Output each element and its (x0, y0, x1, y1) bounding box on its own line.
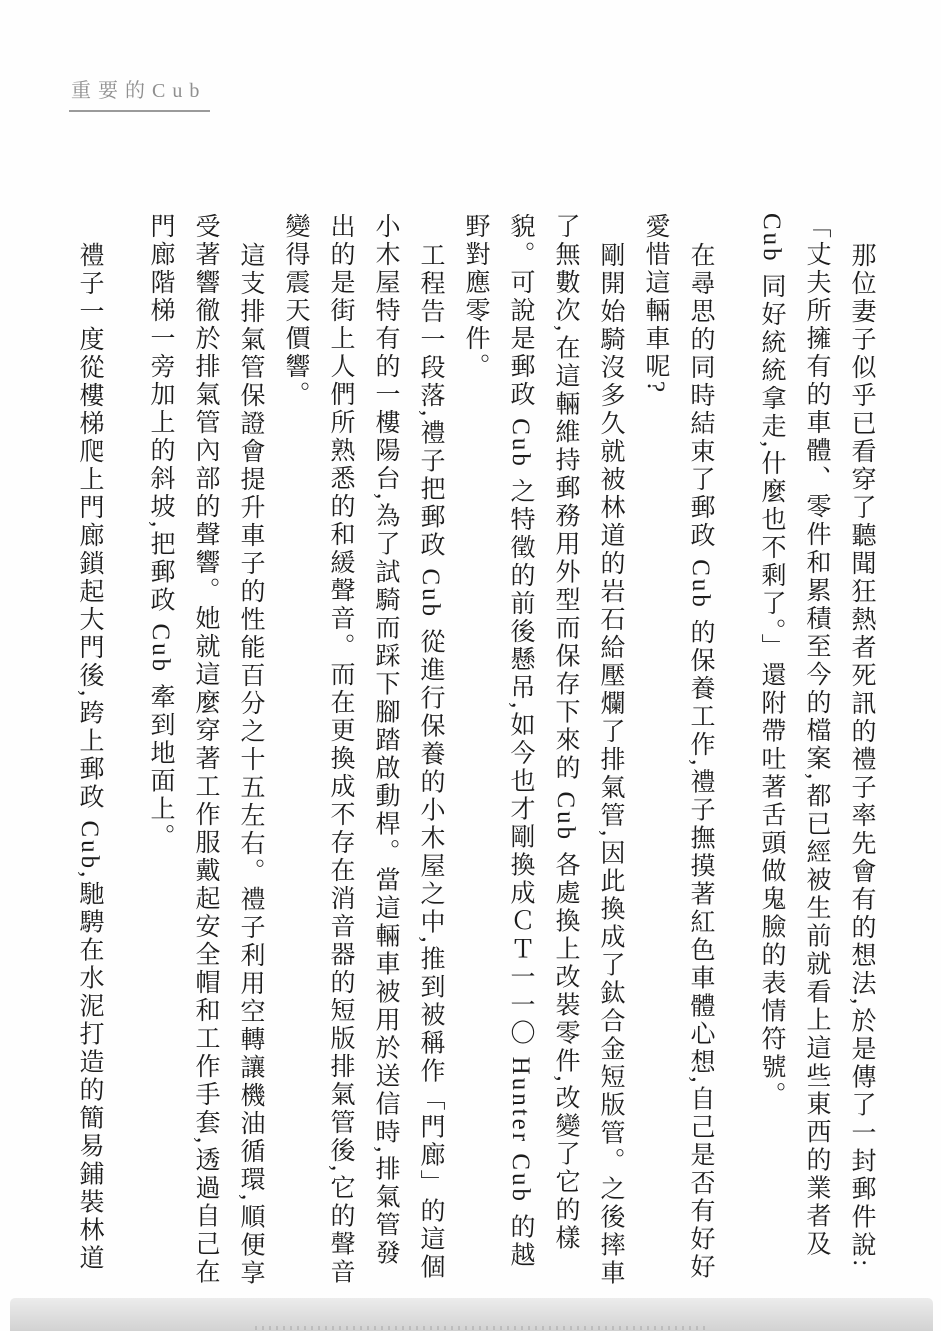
paragraph: 那位妻子似乎已看穿了聽聞狂熱者死訊的禮子率先會有的想法,於是傳了一封郵件說:「丈夫所擁有的車體、零件和累積至今的檔案,都已經被生前就看上這些東西的業者及 Cub 同好統統拿走,什麼也不剩了。」還附帶吐著舌頭做鬼臉的表情符號。 (758, 213, 875, 1269)
paragraph: 工程告一段落,禮子把郵政 Cub 從進行保養的小木屋之中,推到被稱作「門廊」的這個小木屋特有的一樓陽台,為了試騎而踩下腳踏啟動桿。當這輛車被用於送信時,排氣管發出的是街上人們所熟悉的和緩聲音。而在更換成不存在消音器的短版排氣管後,它的聲音變得震天價響。 (282, 213, 444, 1287)
paragraph: 在尋思的同時結束了郵政 Cub 的保養工作,禮子撫摸著紅色車體心想,自己是否有好好愛惜這輛車呢? (642, 213, 714, 1282)
paragraph: 這支排氣管保證會提升車子的性能百分之十五左右。禮子利用空轉讓機油循環,順便享受著響徹於排氣管內部的聲響。她就這麼穿著工作服戴起安全帽和工作手套,透過自己在門廊階梯一旁加上的斜坡,把郵政 Cub 牽到地面上。 (147, 213, 264, 1287)
body-text (67, 213, 884, 1295)
paragraph: 剛開始騎沒多久就被林道的岩石給壓爛了排氣管,因此換成了鈦合金短版管。之後摔車了無數次,在這輛維持郵務用外型而保存下來的 Cub 各處換上改裝零件,改變了它的樣貌。可說是郵政 Cub 之特徵的前後懸吊,如今也才剛換成ＣＴ一一〇 Hunter Cub 的越野對應零件。 (462, 213, 624, 1287)
chapter-title: 重要的Cub (71, 80, 207, 102)
scan-artifact (255, 1326, 705, 1330)
paragraph: 禮子一度從樓梯爬上門廊鎖起大門後,跨上郵政 Cub,馳騁在水泥打造的簡易鋪裝林道 (76, 241, 103, 1273)
running-header (69, 74, 210, 112)
